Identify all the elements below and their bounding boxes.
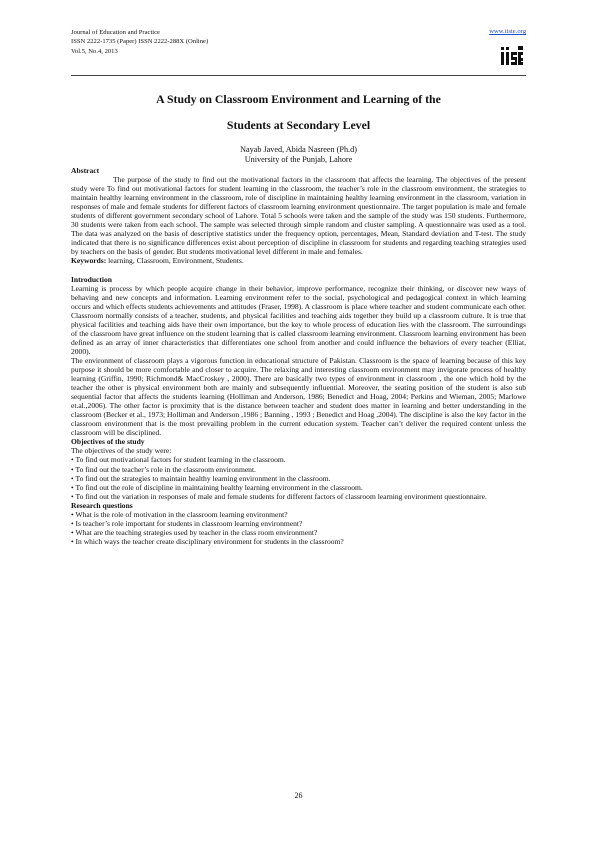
paper-title-line-1: A Study on Classroom Environment and Learning of the	[156, 92, 441, 106]
section-gap	[71, 266, 526, 275]
journal-header	[71, 28, 208, 56]
objectives-intro: The objectives of the study were:	[71, 446, 172, 456]
introduction-paragraph-1: Learning is process by which people acquire change in their behavior, improve performance, recognize their thinking, or discover new ways of behaving and new concepts and information. Learning environment refer to the social, psychological and pedagogical context in which learning occurs and which effects students achievements and attitudes (Fraser, 1998). A classroom is place where teacher and student communicate each other. Classroom normally consists of a teacher, students, and physical facilities and teaching aids together they build up a classroom culture. It is true that physical facilities and teaching aids have their own importance, but the key to whole process of education lies with the classroom. The surroundings of the classroom have great influence on the student learning that is called classroom learning environment. Classroom learning environment has been defined as an array of inner characteristics that differentiates one school from another and could influence the behaviors of every teacher (Elliat, 2000).	[71, 283, 526, 356]
abstract-text: The purpose of the study to find out the motivational factors in the classroom that affects the learning. The objectives of the present study were To find out motivational factors for student learning in the classroom, the teacher’s role in the classroom environment, the strategies to maintain healthy learning environment in the classroom, role of discipline in maintaining healthy learning environment in the classroom, variation in responses of male and female students for different factors of classroom learning environment questionnaire. The target population is male and female students of different government secondary school of Lahore. Total 5 schools were taken and the sample of the study was 150 students. Furthermore, 30 students were taken from each school. The sample was selected through simple random and cluster sampling. A questionnaire was used as a tool. The data was analyzed on the basis of descriptive statistics under the frequency option, percentages, Mean, Standard deviation and T-test. The study indicated that there is no significance differences exist about perception of discipline in classroom for students and regarding teaching strategies used by teachers on the basis of gender. But students motivational level different in male and females.	[71, 175, 526, 257]
page-number: 26	[294, 791, 303, 800]
objective-item: • To find out the variation in responses of male and female students for different factors of classroom learning environment questionnaire.	[71, 492, 526, 501]
paper-title	[71, 86, 526, 138]
iiste-logo-icon	[500, 44, 524, 68]
objective-item: • To find out the role of discipline in maintaining healthy learning environment in the classroom.	[71, 483, 526, 492]
header-divider	[71, 75, 526, 76]
abstract-heading: Abstract	[71, 166, 100, 175]
objective-item: • To find out motivational factors for student learning in the classroom.	[71, 455, 526, 464]
research-question-item: • What is the role of motivation in the classroom learning environment?	[71, 510, 526, 519]
keywords-label: Keywords:	[71, 256, 107, 266]
keywords-text: learning, Classroom, Environment, Students.	[108, 256, 244, 266]
journal-name: Journal of Education and Practice	[71, 29, 160, 36]
research-question-item: • In which ways the teacher create disciplinary environment for students in the classroom?	[71, 537, 526, 546]
author-block	[71, 145, 526, 165]
author-affiliation: University of the Punjab, Lahore	[244, 155, 353, 164]
journal-url-link[interactable]: www.iiste.org	[489, 28, 526, 35]
introduction-heading: Introduction	[71, 274, 112, 284]
paper-body	[71, 166, 526, 546]
paper-title-line-2: Students at Secondary Level	[226, 118, 371, 132]
research-question-item: • What are the teaching strategies used by teacher in the class room environment?	[71, 528, 526, 537]
journal-issn: ISSN 2222-1735 (Paper) ISSN 2222-288X (Online)	[71, 38, 209, 46]
journal-header-right	[478, 28, 526, 35]
introduction-paragraph-2: The environment of classroom plays a vigorous function in educational structure of Pakistan. Classroom is the space of learning because of this key purpose it should be more comfortable and closer to acquire. The relaxing and interesting classroom environment may invigorate process of healthy learning (Griffin, 1990; Richmond& MacCroskey , 2000). There are basically two types of environment in classroom , the one which hold by the teacher the other is physical environment both are mainly and subsequently influential. Moreover, the seating position of the student is also sub sequential factor that affects the students learning (Holliman and Anderson, 1986; Benedict and Hoag, 2004; Perkins and Wieman, 2005; Marlowe et.al.,2006). The other factor is proximity that is the distance between teacher and student does matter in learning and better understanding in the classroom (Becker et al., 1973; Holliman and Anderson ,1986 ; Banning , 1993 ; Benedict and Hoag ,2004). The discipline is also the key factor in the classroom environment that is the most prevailing problem in the current education system. Teacher can’t deliver the required content unless the classroom will be disciplined.	[71, 355, 526, 438]
objective-item: • To find out the strategies to maintain healthy learning environment in the classroom.	[71, 474, 526, 483]
author-names: Nayab Javed, Abida Nasreen (Ph.d)	[240, 145, 357, 154]
research-question-item: • Is teacher’s role important for students in classroom learning environment?	[71, 519, 526, 528]
keywords-line	[71, 256, 526, 265]
objectives-heading: Objectives of the study	[71, 437, 145, 447]
objective-item: • To find out the teacher’s role in the classroom environment.	[71, 465, 526, 474]
research-questions-heading: Research questions	[71, 500, 133, 510]
journal-volume: Vol.5, No.4, 2013	[71, 47, 118, 55]
